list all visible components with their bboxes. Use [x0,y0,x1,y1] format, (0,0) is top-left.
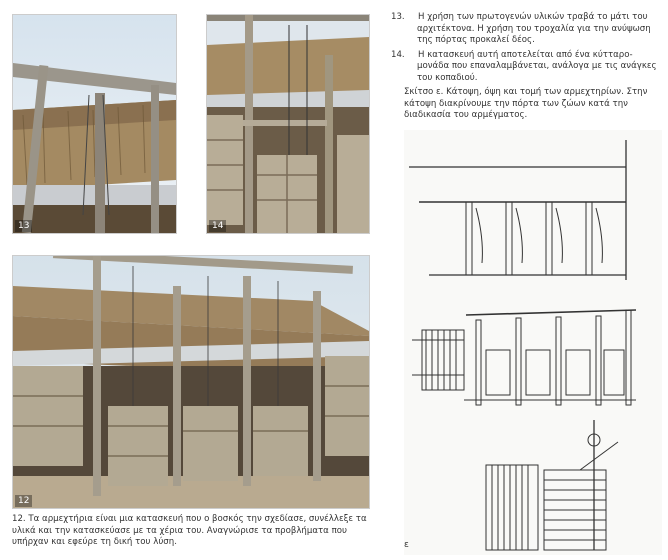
elevation-left-fence [422,330,464,390]
right-column-text [391,12,662,125]
photo-12-image [13,256,369,508]
elevation-top-beam [466,310,636,315]
sketch-label: ε [404,540,409,550]
item-13-text: Η χρήση των πρωτογενών υλικών τραβά το μάτι του αρχιτέκτονα. Η χρήση του τροχαλία για την ανύψωση της πόρτας προκαλεί δέος. [417,12,651,45]
photo-13-number: 13 [15,220,32,232]
photo-14-number: 14 [209,220,226,232]
section-gate-boards [544,480,606,540]
sketch-caption: Σκίτσο ε. Κάτοψη, όψη και τομή των αρμεχτηρίων. Στην κάτοψη διακρίνουμε την πόρτα των ζώων κατά την διαδικασία του αρμέγματος. [404,87,648,120]
photo-12-number: 12 [15,495,32,507]
sketch-drawing [404,130,662,555]
item-13-number: 13. [391,12,405,22]
elevation-posts [476,310,631,405]
elevation-left-fence-slats [426,330,456,390]
photo-14 [206,14,370,234]
section-fence [486,465,538,550]
photo-12-caption-text: 12. Τα αρμεχτήρια είναι μια κατασκευή που ο βοσκός την σχεδίασε, συνέλλεξε τα υλικά και την κατασκεύασε με τα χέρια του. Αναγνώρισε τα προβλήματα που υπήρχαν και εφεύρε τη δική του λύση. [12,514,367,547]
item-14 [391,49,662,85]
photo-13-image [13,15,176,233]
item-14-text: Η κατασκευή αυτή αποτελείται από ένα κύτταρο- μονάδα που επαναλαμβάνεται, ανάλογα με τις ανάγκες του κοπαδιού. [417,49,657,83]
photo-14-image [207,15,369,233]
plan-stalls [466,202,602,275]
elevation-gates [486,350,624,395]
item-13 [391,12,662,47]
photo-13 [12,14,177,234]
item-14-number: 14. [391,49,405,60]
photo-12-caption [12,514,370,552]
section-fence-slats [492,465,528,550]
photo-12 [12,255,370,509]
